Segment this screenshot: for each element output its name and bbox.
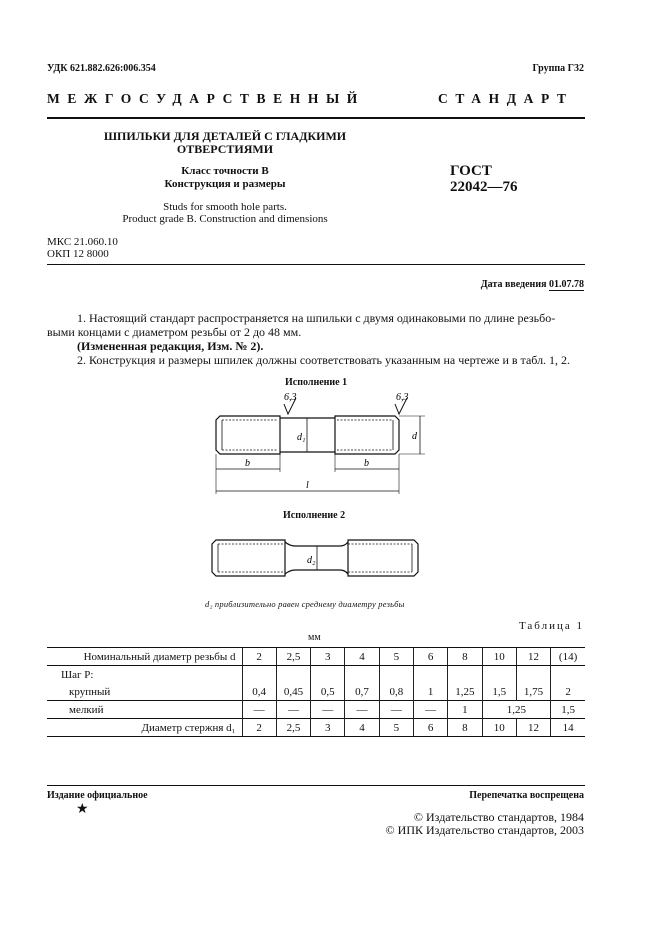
dim-b-left-label: b xyxy=(245,458,250,469)
table-row xyxy=(47,666,585,684)
cell: 2 xyxy=(242,719,276,737)
cell: 10 xyxy=(482,719,516,737)
cell: 1,75 xyxy=(516,683,550,701)
stud-drawing-execution-2 xyxy=(200,528,430,588)
dim-d2-label: d₂ xyxy=(307,555,316,566)
stud-drawing-execution-1 xyxy=(200,390,440,498)
row-label-pitch: Шаг P: xyxy=(61,668,94,681)
dim-b-right-label: b xyxy=(364,458,369,469)
cell: 3 xyxy=(311,719,345,737)
title-sub-2: Конструкция и размеры xyxy=(164,178,286,190)
amendment-note: (Измененная редакция, Изм. № 2). xyxy=(77,339,264,353)
cell: 1,25 xyxy=(482,701,551,719)
cell: 2,5 xyxy=(276,648,310,666)
title-line-2: ОТВЕРСТИЯМИ xyxy=(176,142,274,156)
cell: 1 xyxy=(413,683,447,701)
cell: — xyxy=(276,701,310,719)
footer-rule xyxy=(47,785,585,786)
title-sub-1: Класс точности В xyxy=(181,165,269,177)
cell: 1,25 xyxy=(448,683,482,701)
cell: — xyxy=(311,701,345,719)
table-row xyxy=(47,701,585,719)
cell: 1 xyxy=(448,701,482,719)
intro-date-value: 01.07.78 xyxy=(549,279,584,290)
cell: 1,5 xyxy=(551,701,585,719)
cell: — xyxy=(242,701,276,719)
cell: 5 xyxy=(379,719,413,737)
row-label-fine: мелкий xyxy=(47,701,242,719)
cell: 2 xyxy=(242,648,276,666)
official-edition: Издание официальное xyxy=(47,790,148,801)
row-label-nominal: Номинальный диаметр резьбы d xyxy=(47,648,242,666)
cell: 0,4 xyxy=(242,683,276,701)
row-label-shank: Диаметр стержня d₁ xyxy=(47,719,242,737)
cell: 4 xyxy=(345,648,379,666)
cell: 2,5 xyxy=(276,719,310,737)
cell: 12 xyxy=(516,648,550,666)
cell: 8 xyxy=(448,648,482,666)
table-row xyxy=(47,683,585,701)
reprint-prohibited: Перепечатка воспрещена xyxy=(469,790,584,801)
cell: — xyxy=(413,701,447,719)
title-en-2: Product grade B. Construction and dimensions xyxy=(122,213,328,225)
dim-d1-label: d₁ xyxy=(297,432,306,443)
cell: 6 xyxy=(413,648,447,666)
copyright-1984: © Издательство стандартов, 1984 xyxy=(413,810,584,824)
cell: 10 xyxy=(482,648,516,666)
cell: — xyxy=(379,701,413,719)
paragraph-1-line-1: 1. Настоящий стандарт распространяется на шпильки с двумя одинаковыми по длине резьбо- xyxy=(77,311,556,325)
banner-standard: СТАНДАРТ xyxy=(438,91,574,106)
cell: 0,5 xyxy=(311,683,345,701)
dim-d-label: d xyxy=(412,431,417,442)
table-row xyxy=(47,648,585,666)
cell: 4 xyxy=(345,719,379,737)
intro-date-label: Дата введения xyxy=(480,279,547,290)
table-unit: мм xyxy=(308,632,321,643)
cell: 8 xyxy=(448,719,482,737)
table-title: Таблица 1 xyxy=(518,620,584,632)
paragraph-2: 2. Конструкция и размеры шпилек должны соответствовать указанным на чертеже и в табл. 1, 2. xyxy=(77,353,571,367)
dim-l-label: l xyxy=(306,480,309,491)
roughness-label-2: 6,3 xyxy=(396,392,409,403)
cell: 3 xyxy=(311,648,345,666)
cell: — xyxy=(345,701,379,719)
title-en-1: Studs for smooth hole parts. xyxy=(163,201,287,213)
table-row xyxy=(47,719,585,737)
cell: (14) xyxy=(551,648,585,666)
cell: 14 xyxy=(551,719,585,737)
execution-2-title: Исполнение 2 xyxy=(283,510,346,521)
cell: 12 xyxy=(516,719,550,737)
mks-code: МКС 21.060.10 xyxy=(47,236,118,248)
cell: 5 xyxy=(379,648,413,666)
roughness-label-1: 6,3 xyxy=(284,392,297,403)
cell: 2 xyxy=(551,683,585,701)
gost-label: ГОСТ xyxy=(450,163,492,179)
execution-1-title: Исполнение 1 xyxy=(285,377,348,388)
header-rule xyxy=(47,117,585,119)
banner-interstate: МЕЖГОСУДАРСТВЕННЫЙ xyxy=(47,91,365,106)
intro-date xyxy=(481,279,584,290)
drawing-caption: d₂ приблизительно равен среднему диаметру резьбы xyxy=(205,599,405,609)
group-code: Группа Г32 xyxy=(532,63,584,74)
dimensions-table xyxy=(47,647,585,737)
gost-number: 22042—76 xyxy=(450,179,518,195)
cell: 6 xyxy=(413,719,447,737)
cell: 0,8 xyxy=(379,683,413,701)
cell: 0,45 xyxy=(276,683,310,701)
codes-rule xyxy=(47,264,585,265)
copyright-2003: © ИПК Издательство стандартов, 2003 xyxy=(385,823,584,837)
okp-code: ОКП 12 8000 xyxy=(47,248,109,260)
cell: 1,5 xyxy=(482,683,516,701)
star-icon: ★ xyxy=(76,802,89,817)
udk-code: УДК 621.882.626:006.354 xyxy=(47,63,156,74)
paragraph-1-line-2: выми концами с диаметром резьбы от 2 до 48 мм. xyxy=(47,325,302,339)
title-line-1: ШПИЛЬКИ ДЛЯ ДЕТАЛЕЙ С ГЛАДКИМИ xyxy=(103,129,347,143)
row-label-coarse: крупный xyxy=(69,685,111,698)
cell: 0,7 xyxy=(345,683,379,701)
